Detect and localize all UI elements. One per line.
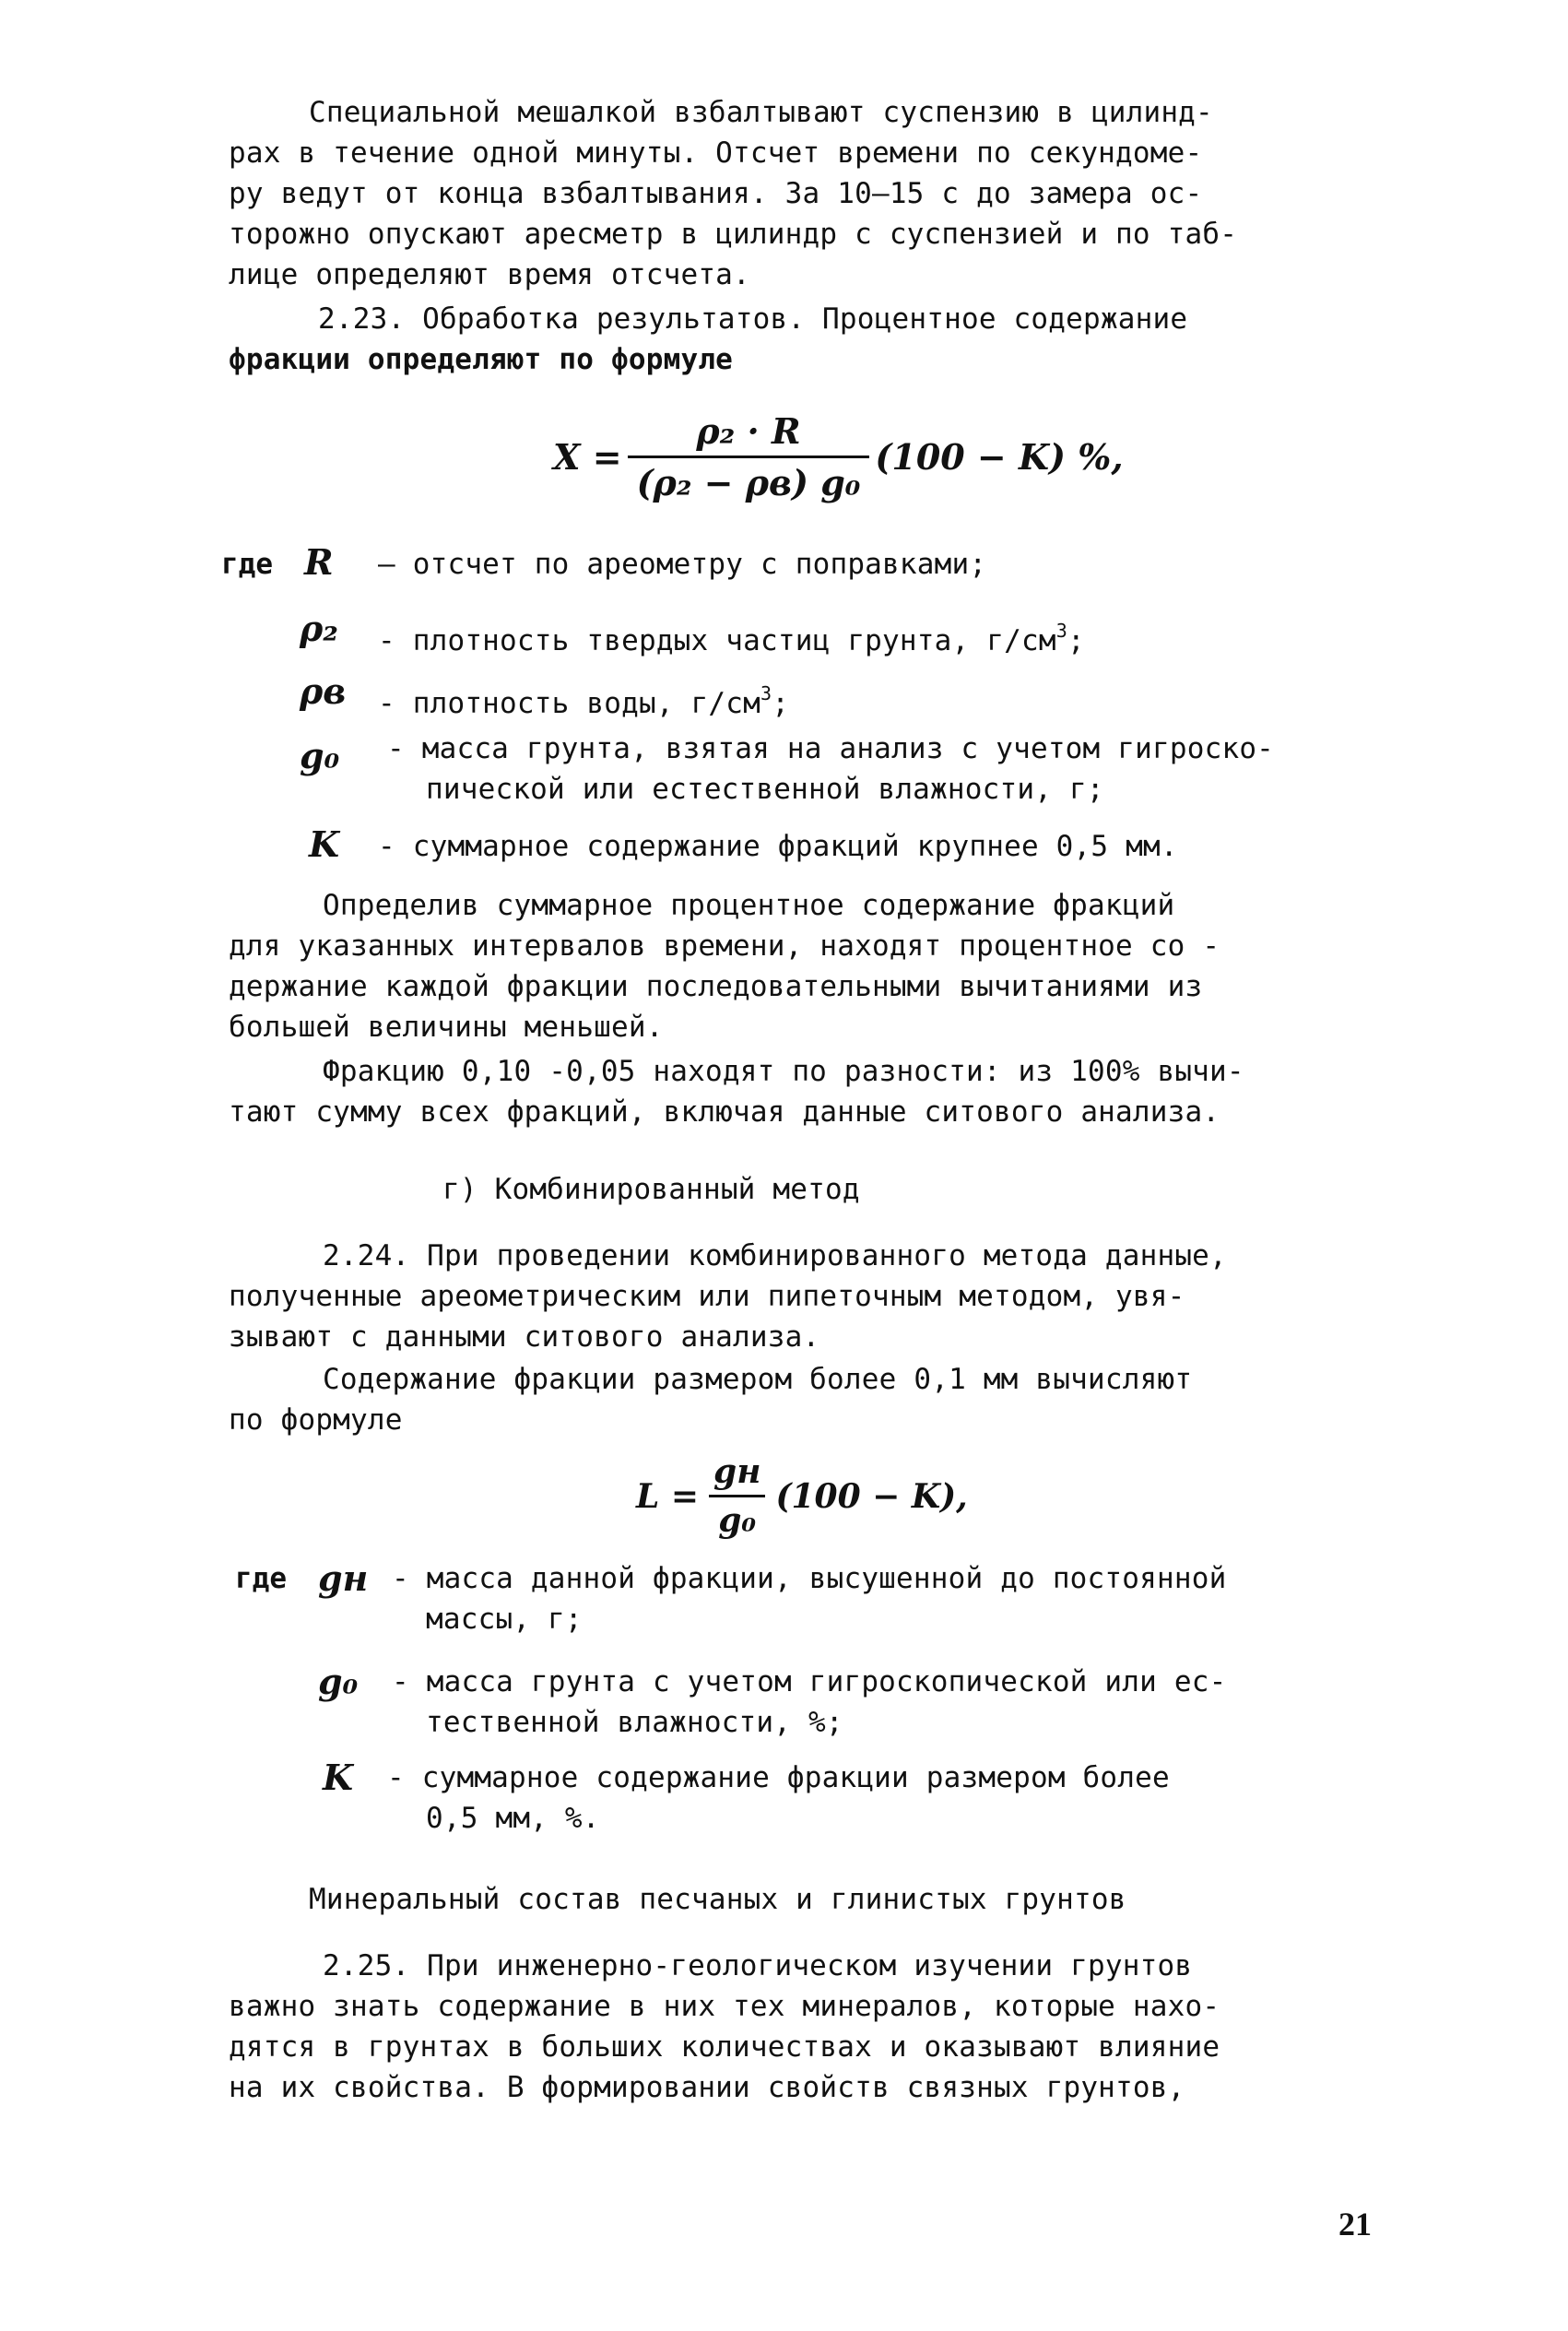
unit-superscript: 3 [760, 682, 772, 704]
symbol-k: K [309, 823, 340, 865]
formula-fraction [704, 1452, 770, 1540]
definition-g0-cont: тественной влажности, %; [426, 1706, 843, 1739]
definition-k-cont: 0,5 мм, %. [426, 1802, 600, 1835]
definition-g0: - масса грунта, взятая на анализ с учетом гигроско- [387, 732, 1275, 765]
symbol-g0: g₀ [300, 735, 340, 776]
definition-g0-cont: пической или естественной влажности, г; [426, 773, 1104, 806]
text-line: для указанных интервалов времени, находят процентное со - [229, 929, 1220, 963]
text-line: держание каждой фракции последовательными вычитаниями из [229, 970, 1203, 1003]
text-line: Определив суммарное процентное содержание фракций [323, 889, 1175, 922]
formula-l-content [636, 1452, 968, 1540]
formula-lhs: X = [553, 436, 622, 478]
text-line: по формуле [229, 1403, 403, 1437]
text-line: рах в течение одной минуты. Отсчет времени по секундоме- [229, 136, 1203, 170]
section-2-23-heading: 2.23. Обработка результатов. Процентное содержание [318, 302, 1188, 336]
symbol-rho2: ρ₂ [300, 608, 338, 649]
text-line: 2.25. При инженерно-геологическом изучении грунтов [323, 1949, 1193, 1982]
text-line: Фракцию 0,10 -0,05 находят по разности: из 100% вычи- [323, 1055, 1244, 1088]
text-line: лице определяют время отсчета. [229, 258, 750, 291]
formula-lhs: L = [636, 1476, 700, 1516]
formula-fraction-content [553, 410, 1124, 503]
symbol-r: R [304, 541, 334, 583]
definition-rho2 [378, 610, 1085, 661]
symbol-gn: gн [318, 1557, 369, 1599]
definition-gn-cont: массы, г; [426, 1603, 583, 1636]
where-label: где [221, 548, 273, 581]
symbol-k: K [323, 1757, 354, 1798]
formula-numerator: ρ₂ · R [696, 410, 801, 452]
formula-numerator: gн [713, 1452, 761, 1491]
text-line: полученные ареометрическим или пипеточным методом, увя- [229, 1280, 1185, 1313]
formula-denominator: g₀ [709, 1495, 765, 1540]
text-line: фракции определяют по формуле [229, 343, 734, 376]
subheading-combined-method: г) Комбинированный метод [442, 1173, 860, 1206]
text-line: большей величины меньшей. [229, 1011, 664, 1044]
text-line: торожно опускают аресметр в цилиндр с суспензией и по таб- [229, 218, 1238, 251]
text-line: тают сумму всех фракций, включая данные ситового анализа. [229, 1095, 1220, 1129]
text-line: важно знать содержание в них тех минералов, которые нахо- [229, 1990, 1220, 2023]
text-line: Специальной мешалкой взбалтывают суспензию в цилинд- [309, 96, 1213, 129]
text-line: Содержание фракции размером более 0,1 мм вычисляют [323, 1363, 1193, 1396]
definition-r: — отсчет по ареометру с поправками; [378, 548, 987, 581]
formula-rhs: (100 − K), [775, 1476, 968, 1516]
unit-superscript: 3 [1055, 620, 1067, 642]
where-label: где [235, 1562, 287, 1595]
text-line: ру ведут от конца взбалтывания. За 10–15 с до замера ос- [229, 177, 1203, 210]
definition-k: - суммарное содержание фракций крупнее 0,5 мм. [378, 830, 1178, 863]
text-line: зывают с данными ситового анализа. [229, 1320, 820, 1354]
section-heading-mineral-composition: Минеральный состав песчаных и глинистых грунтов [309, 1883, 1126, 1916]
definition-k: - суммарное содержание фракции размером более [387, 1761, 1170, 1794]
formula-fraction [628, 410, 870, 503]
definition-rhov [378, 673, 789, 724]
definition-g0: - масса грунта с учетом гигроскопической или ес- [392, 1665, 1227, 1698]
definition-gn: - масса данной фракции, высушенной до постоянной [392, 1562, 1227, 1595]
symbol-rhov: ρв [300, 670, 347, 712]
definition-tail: ; [772, 687, 790, 720]
definition-rho2-text: - плотность твердых частиц грунта, г/см [378, 624, 1056, 657]
symbol-g0: g₀ [318, 1661, 359, 1702]
text-line: на их свойства. В формировании свойств связных грунтов, [229, 2071, 1185, 2104]
definition-tail: ; [1067, 624, 1085, 657]
text-line: дятся в грунтах в больших количествах и оказывают влияние [229, 2030, 1220, 2064]
page-number: 21 [1338, 2206, 1372, 2242]
formula-denominator: (ρ₂ − ρв) g₀ [628, 456, 870, 503]
definition-rhov-text: - плотность воды, г/см [378, 687, 760, 720]
formula-rhs: (100 − K) %, [875, 436, 1124, 478]
text-line: 2.24. При проведении комбинированного метода данные, [323, 1239, 1227, 1272]
